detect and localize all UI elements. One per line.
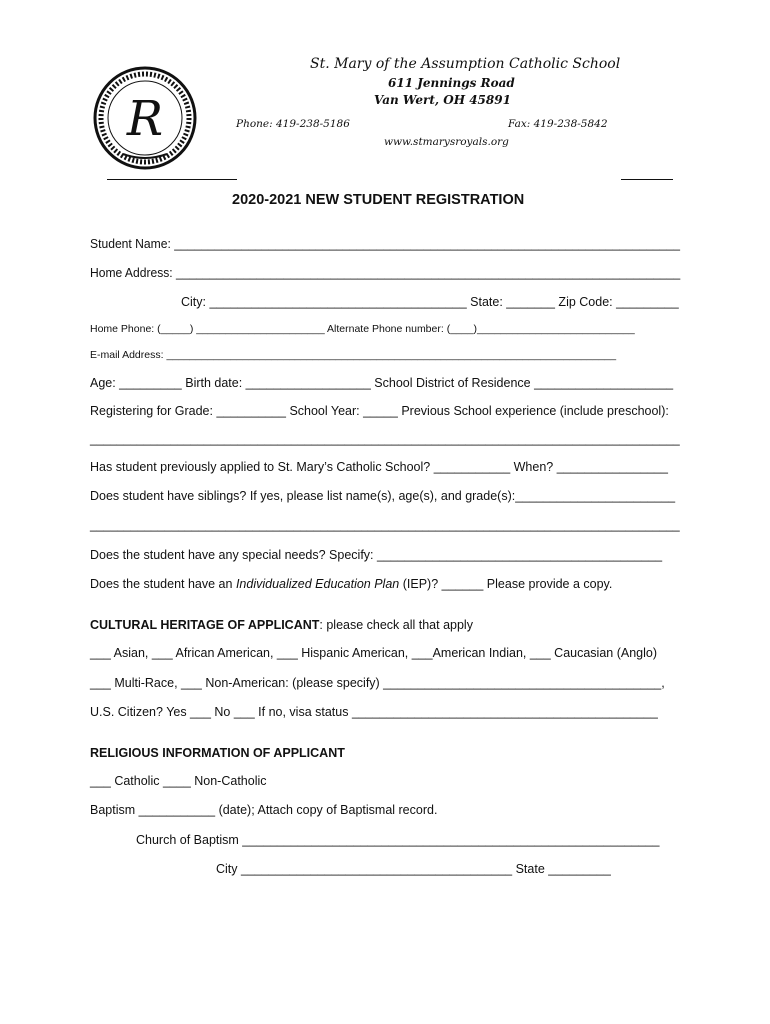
school-fax: Fax: 419-238-5842 bbox=[508, 118, 608, 130]
special-needs-field[interactable]: Does the student have any special needs? Specify: _________________________________________ bbox=[90, 548, 663, 562]
school-phone: Phone: 419-238-5186 bbox=[236, 118, 350, 130]
church-city-state-field[interactable]: City _______________________________________ State _________ bbox=[216, 862, 611, 876]
seal-letter: R bbox=[126, 91, 164, 147]
heritage-options-2[interactable]: ___ Multi-Race, ___ Non-American: (please specify) ________________________________________, bbox=[90, 676, 665, 690]
email-field[interactable]: E-mail Address: _____________________________________________________________________________ bbox=[90, 349, 617, 361]
cultural-heading-note: : please check all that apply bbox=[319, 618, 473, 632]
school-street: 611 Jennings Road bbox=[388, 76, 515, 90]
iep-label: Does the student have an bbox=[90, 577, 236, 591]
home-address-field[interactable]: Home Address: ___________________________________________________________________________ bbox=[90, 266, 681, 280]
church-of-baptism-field[interactable]: Church of Baptism ____________________________________________________________ bbox=[136, 833, 660, 847]
school-name: St. Mary of the Assumption Catholic School bbox=[310, 56, 621, 72]
iep-field[interactable] bbox=[90, 577, 612, 591]
phone-field[interactable]: Home Phone: (_____) ______________________ Alternate Phone number: (____)___________________________ bbox=[90, 323, 635, 335]
siblings-field[interactable]: Does student have siblings? If yes, please list name(s), age(s), and grade(s):_______________________ bbox=[90, 489, 676, 503]
school-website: www.stmarysroyals.org bbox=[384, 136, 509, 148]
religious-heading: RELIGIOUS INFORMATION OF APPLICANT bbox=[90, 746, 345, 760]
header-rule-right bbox=[621, 179, 673, 180]
baptism-date-field[interactable]: Baptism ___________ (date); Attach copy of Baptismal record. bbox=[90, 803, 438, 817]
siblings-line[interactable]: _______________________________________________________________________________________ bbox=[90, 518, 680, 532]
age-birth-district-field[interactable]: Age: _________ Birth date: __________________ School District of Residence ____________________ bbox=[90, 376, 674, 390]
previous-school-line[interactable]: ________________________________________________________________________________________ bbox=[90, 432, 680, 446]
cultural-heritage-heading bbox=[90, 618, 473, 632]
heritage-options-1[interactable]: ___ Asian, ___ African American, ___ Hispanic American, ___American Indian, ___ Caucasian (Anglo) bbox=[90, 646, 657, 660]
iep-italic-label: Individualized Education Plan bbox=[235, 577, 400, 591]
cultural-heading-label: CULTURAL HERITAGE OF APPLICANT bbox=[90, 618, 320, 632]
page-title: 2020-2021 NEW STUDENT REGISTRATION bbox=[232, 192, 525, 208]
iep-answer[interactable]: (IEP)? ______ Please provide a copy. bbox=[399, 577, 613, 591]
catholic-options[interactable]: ___ Catholic ____ Non-Catholic bbox=[90, 774, 267, 788]
student-name-field[interactable]: Student Name: ___________________________________________________________________________ bbox=[90, 237, 681, 251]
city-state-zip-field[interactable]: City: _____________________________________ State: _______ Zip Code: _________ bbox=[181, 295, 679, 309]
grade-school-year-field[interactable]: Registering for Grade: __________ School Year: _____ Previous School experience (include preschool): bbox=[90, 404, 669, 418]
header-rule-left bbox=[107, 179, 237, 180]
school-city: Van Wert, OH 45891 bbox=[374, 93, 511, 107]
school-seal-logo bbox=[93, 66, 197, 170]
previously-applied-field[interactable]: Has student previously applied to St. Mary’s Catholic School? ___________ When? ________________ bbox=[90, 460, 668, 474]
citizenship-field[interactable]: U.S. Citizen? Yes ___ No ___ If no, visa status ____________________________________________ bbox=[90, 705, 658, 719]
